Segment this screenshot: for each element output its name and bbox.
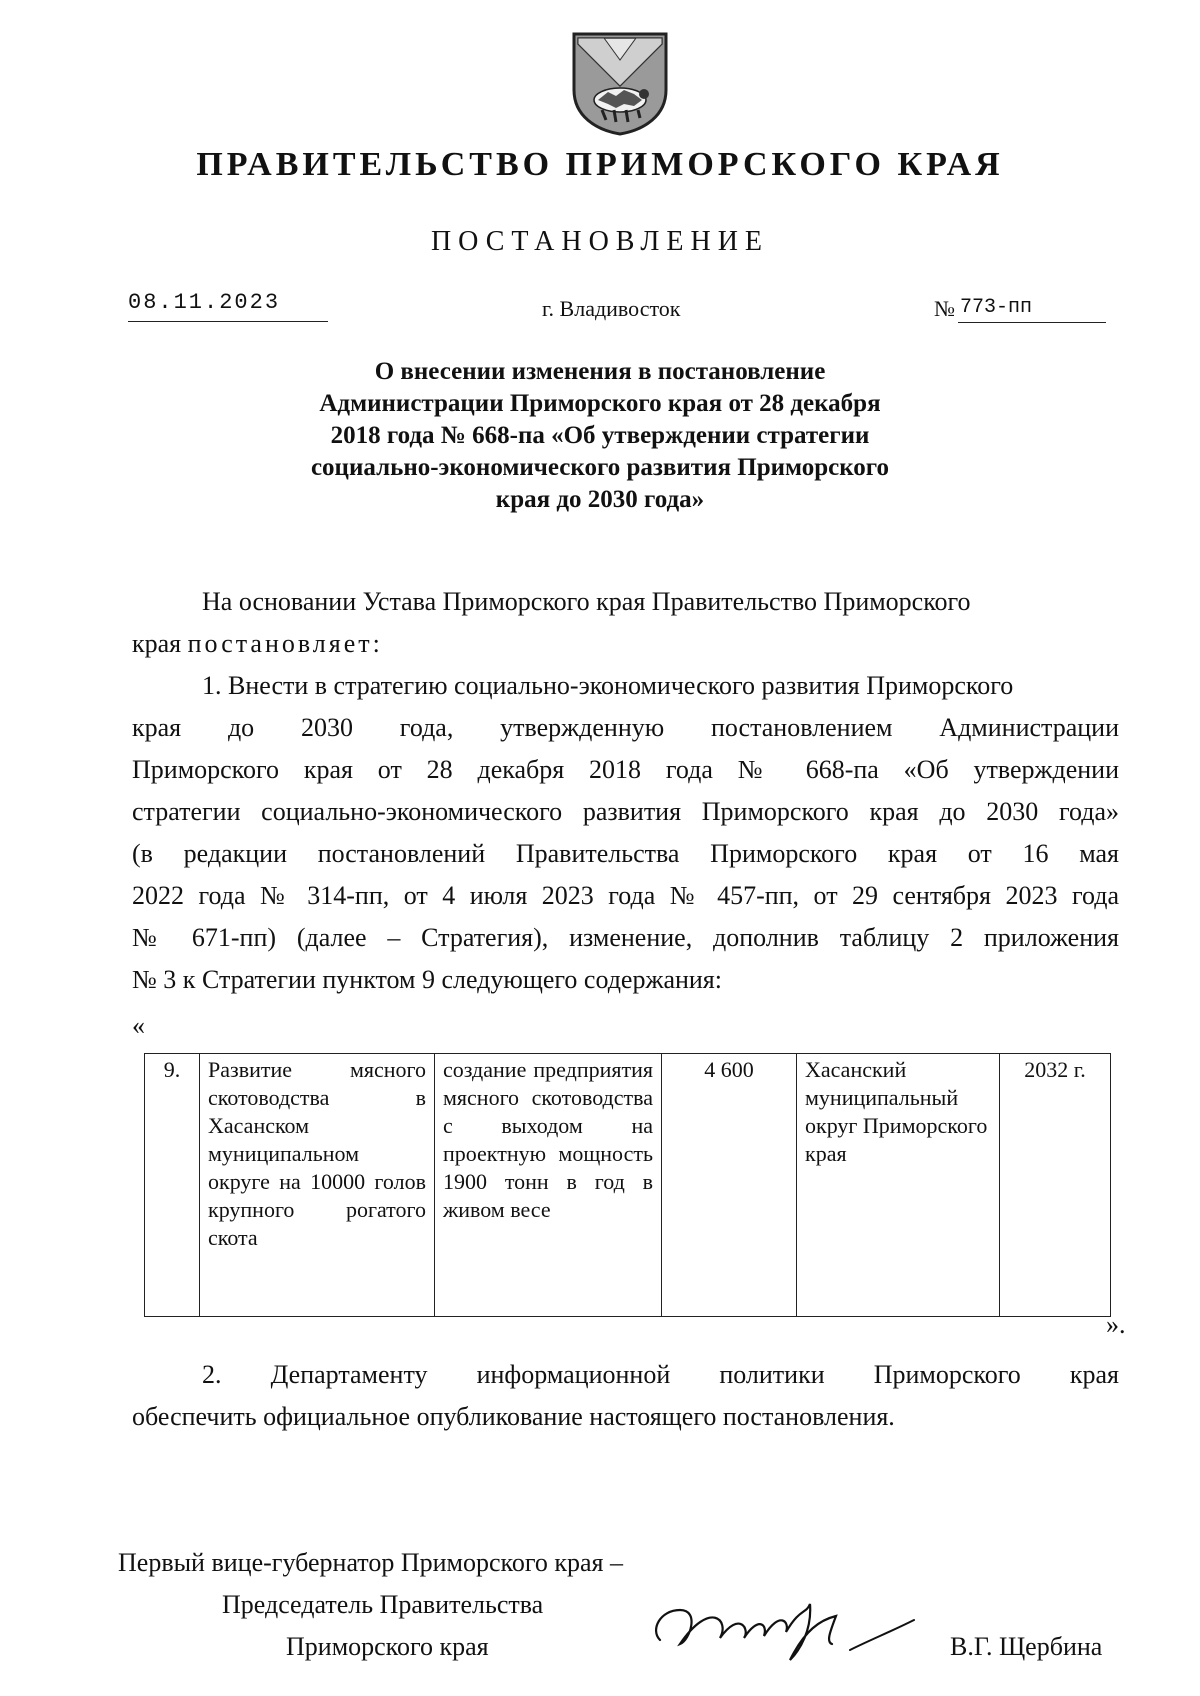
subject-line: О внесении изменения в постановление <box>374 358 826 385</box>
number-sign: № <box>934 296 955 321</box>
quote-close: ». <box>1106 1310 1126 1339</box>
item2-line: 2. Департаменту информационной политики Приморского края <box>202 1360 1119 1389</box>
cell-number: 9. <box>145 1054 200 1317</box>
subject-line: Администрации Приморского края от 28 декабря <box>319 390 881 417</box>
government-title: ПРАВИТЕЛЬСТВО ПРИМОРСКОГО КРАЯ <box>196 146 1004 183</box>
subject-line: края до 2030 года» <box>495 486 705 513</box>
resolves-word: постановляет: <box>187 629 383 658</box>
document-city: г. Владивосток <box>542 296 681 321</box>
table-row <box>145 1054 1111 1317</box>
document-date: 08.11.2023 <box>128 290 281 315</box>
signer-position: Первый вице-губернатор Приморского края – <box>118 1548 623 1577</box>
document-number: 773-пп <box>960 296 1033 319</box>
preamble-line-2 <box>132 623 383 665</box>
item1-line: 1. Внести в стратегию социально-экономического развития Приморского <box>202 671 1014 700</box>
document-type: ПОСТАНОВЛЕНИЕ <box>430 226 770 257</box>
item1-line: 2022 года № 314-пп, от 4 июля 2023 года № 457-пп, от 29 сентября 2023 года <box>132 881 1119 910</box>
quote-open: « <box>132 1011 145 1040</box>
item1-line: Приморского края от 28 декабря 2018 года № 668-па «Об утверждении <box>132 755 1119 784</box>
subject-line: 2018 года № 668-па «Об утверждении стратегии <box>330 422 870 449</box>
cell-year: 2032 г. <box>1000 1054 1111 1317</box>
item1-line: стратегии социально-экономического развития Приморского края до 2030 года» <box>132 797 1119 826</box>
signer-position: Приморского края <box>286 1632 489 1661</box>
item1-line: края до 2030 года, утвержденную постановлением Администрации <box>132 713 1119 742</box>
document-subject <box>240 356 960 516</box>
cell-name: Развитие мясного скотоводства в Хасанском муниципальном округе на 10000 голов крупного рогатого скота <box>200 1054 435 1317</box>
cell-description: создание предприятия мясного скотоводства с выходом на проектную мощность 1900 тонн в год в живом весе <box>435 1054 662 1317</box>
inserted-table <box>144 1053 1111 1317</box>
handwritten-signature <box>640 1580 940 1670</box>
number-underline <box>958 322 1106 323</box>
date-underline <box>128 321 328 322</box>
subject-line: социально-экономического развития Приморского <box>310 454 890 481</box>
signer-position: Председатель Правительства <box>222 1590 544 1619</box>
item1-line: № 3 к Стратегии пунктом 9 следующего содержания: <box>132 965 722 994</box>
item1-line: (в редакции постановлений Правительства Приморского края от 16 мая <box>132 839 1119 868</box>
item2-line: обеспечить официальное опубликование настоящего постановления. <box>132 1402 895 1431</box>
preamble-line: На основании Устава Приморского края Правительство Приморского <box>202 587 971 616</box>
signer-name: В.Г. Щербина <box>950 1632 1103 1661</box>
item1-line: № 671-пп) (далее – Стратегия), изменение, дополнив таблицу 2 приложения <box>132 923 1119 952</box>
cell-location: Хасанский муниципальный округ Приморского края <box>797 1054 1000 1317</box>
preamble-word: края <box>132 629 182 658</box>
coat-of-arms-emblem <box>568 30 672 136</box>
cell-amount: 4 600 <box>662 1054 797 1317</box>
